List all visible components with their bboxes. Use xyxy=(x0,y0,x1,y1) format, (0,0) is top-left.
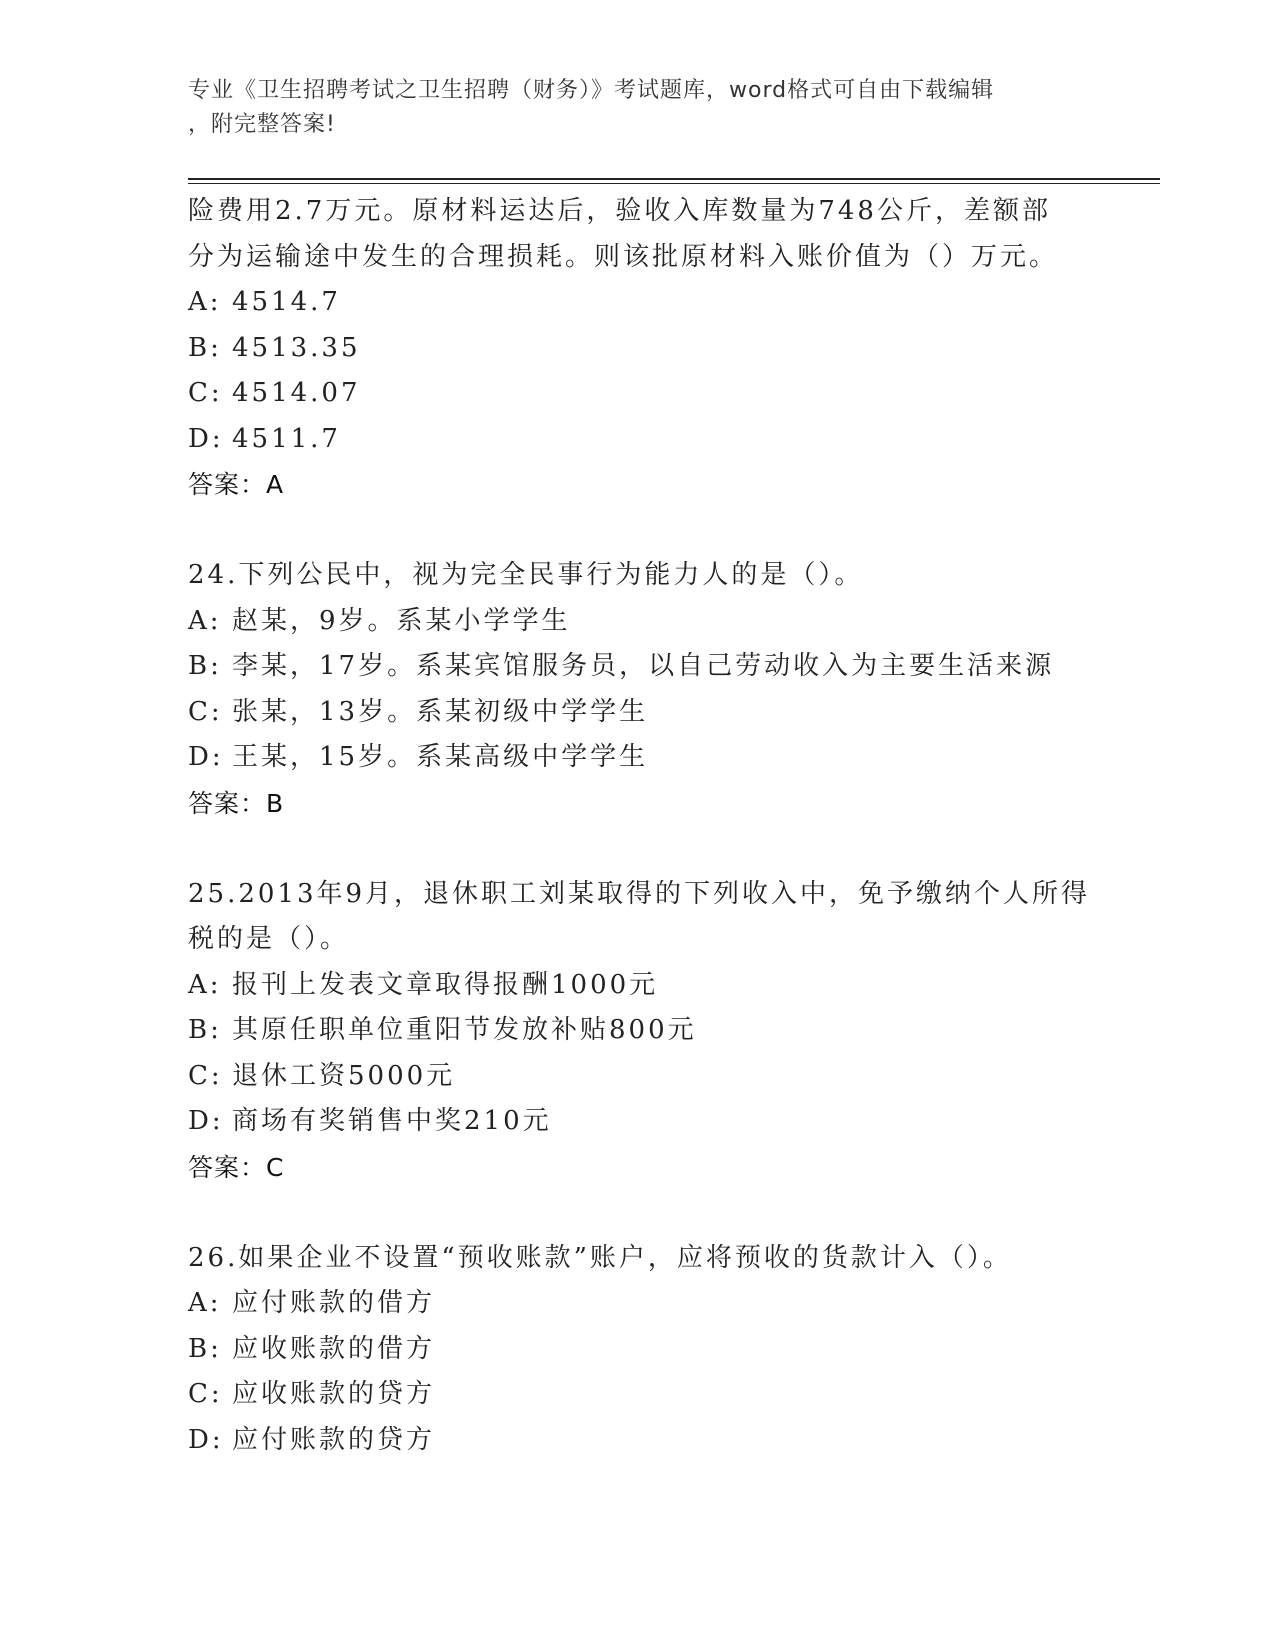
document-header xyxy=(188,74,1088,142)
option-text: 4514.07 xyxy=(232,378,361,408)
answer: 答案：A xyxy=(188,470,285,499)
option-label: B: xyxy=(188,1015,222,1045)
question-25 xyxy=(188,872,1091,1191)
question-24 xyxy=(188,553,1088,826)
option-c xyxy=(188,1372,1088,1418)
option-text: 应付账款的贷方 xyxy=(232,1424,436,1455)
question-26 xyxy=(188,1236,1088,1464)
option-d xyxy=(188,417,1088,463)
question-text: 25.2013年9月，退休职工刘某取得的下列收入中，免予缴纳个人所得 xyxy=(188,878,1091,909)
option-a xyxy=(188,599,1088,645)
option-label: B: xyxy=(188,1333,222,1364)
option-text: 王某，15岁。系某高级中学学生 xyxy=(232,742,649,772)
answer: 答案：C xyxy=(188,1152,285,1182)
option-label: C: xyxy=(188,1379,223,1409)
option-label: B: xyxy=(188,651,222,681)
header-divider-thick xyxy=(188,178,1160,180)
option-c xyxy=(188,371,1088,417)
option-a xyxy=(188,963,1088,1009)
question-text: 26.如果企业不设置“预收账款”账户，应将预收的货款计入（）。 xyxy=(188,1242,1012,1273)
header-line-2: ，附完整答案! xyxy=(188,112,336,137)
question-text: 分为运输途中发生的合理损耗。则该批原材料入账价值为（）万元。 xyxy=(188,241,1059,272)
option-label: D: xyxy=(188,1106,224,1136)
option-d xyxy=(188,1099,1088,1145)
option-label: D: xyxy=(188,1424,224,1455)
option-text: 4513.35 xyxy=(232,332,361,363)
spacer xyxy=(188,508,1088,554)
answer: 答案：B xyxy=(188,788,285,818)
question-list xyxy=(188,189,1091,1463)
option-label: A: xyxy=(188,605,222,636)
spacer xyxy=(188,1190,1088,1236)
option-text: 应收账款的借方 xyxy=(232,1333,436,1364)
option-text: 商场有奖销售中奖210元 xyxy=(232,1106,552,1136)
question-23 xyxy=(188,189,1088,508)
option-c xyxy=(188,690,1088,736)
option-d xyxy=(188,735,1088,781)
option-b xyxy=(188,644,1088,690)
option-label: A: xyxy=(188,969,222,1000)
option-label: D: xyxy=(188,742,224,772)
option-b xyxy=(188,1008,1088,1054)
option-d xyxy=(188,1418,1088,1464)
option-label: D: xyxy=(188,423,224,454)
option-label: A: xyxy=(188,287,222,317)
option-label: C: xyxy=(188,1060,223,1091)
option-text: 赵某，9岁。系某小学学生 xyxy=(232,605,571,636)
option-text: 4511.7 xyxy=(232,423,341,454)
option-text: 李某，17岁。系某宾馆服务员，以自己劳动收入为主要生活来源 xyxy=(232,651,1055,681)
option-text: 4514.7 xyxy=(232,287,341,317)
option-label: B: xyxy=(188,332,222,363)
option-text: 退休工资5000元 xyxy=(232,1060,456,1091)
question-text: 24.下列公民中，视为完全民事行为能力人的是（）。 xyxy=(188,560,864,590)
option-label: A: xyxy=(188,1288,222,1318)
spacer xyxy=(188,826,1088,872)
question-text: 税的是（）。 xyxy=(188,924,350,954)
option-b xyxy=(188,1327,1088,1373)
option-text: 报刊上发表文章取得报酬1000元 xyxy=(232,969,659,1000)
option-text: 应付账款的借方 xyxy=(232,1288,436,1318)
option-text: 应收账款的贷方 xyxy=(232,1379,436,1409)
option-label: C: xyxy=(188,696,223,727)
header-line-1: 专业《卫生招聘考试之卫生招聘（财务）》考试题库，word格式可自由下载编辑 xyxy=(188,78,995,103)
option-text: 其原任职单位重阳节发放补贴800元 xyxy=(232,1015,697,1045)
option-c xyxy=(188,1054,1088,1100)
option-b xyxy=(188,326,1088,372)
option-a xyxy=(188,280,1088,326)
header-divider-thin xyxy=(188,183,1160,184)
option-text: 张某，13岁。系某初级中学学生 xyxy=(232,696,649,727)
question-text: 险费用2.7万元。原材料运达后，验收入库数量为748公斤，差额部 xyxy=(188,196,1051,226)
option-label: C: xyxy=(188,378,223,408)
option-a xyxy=(188,1281,1088,1327)
